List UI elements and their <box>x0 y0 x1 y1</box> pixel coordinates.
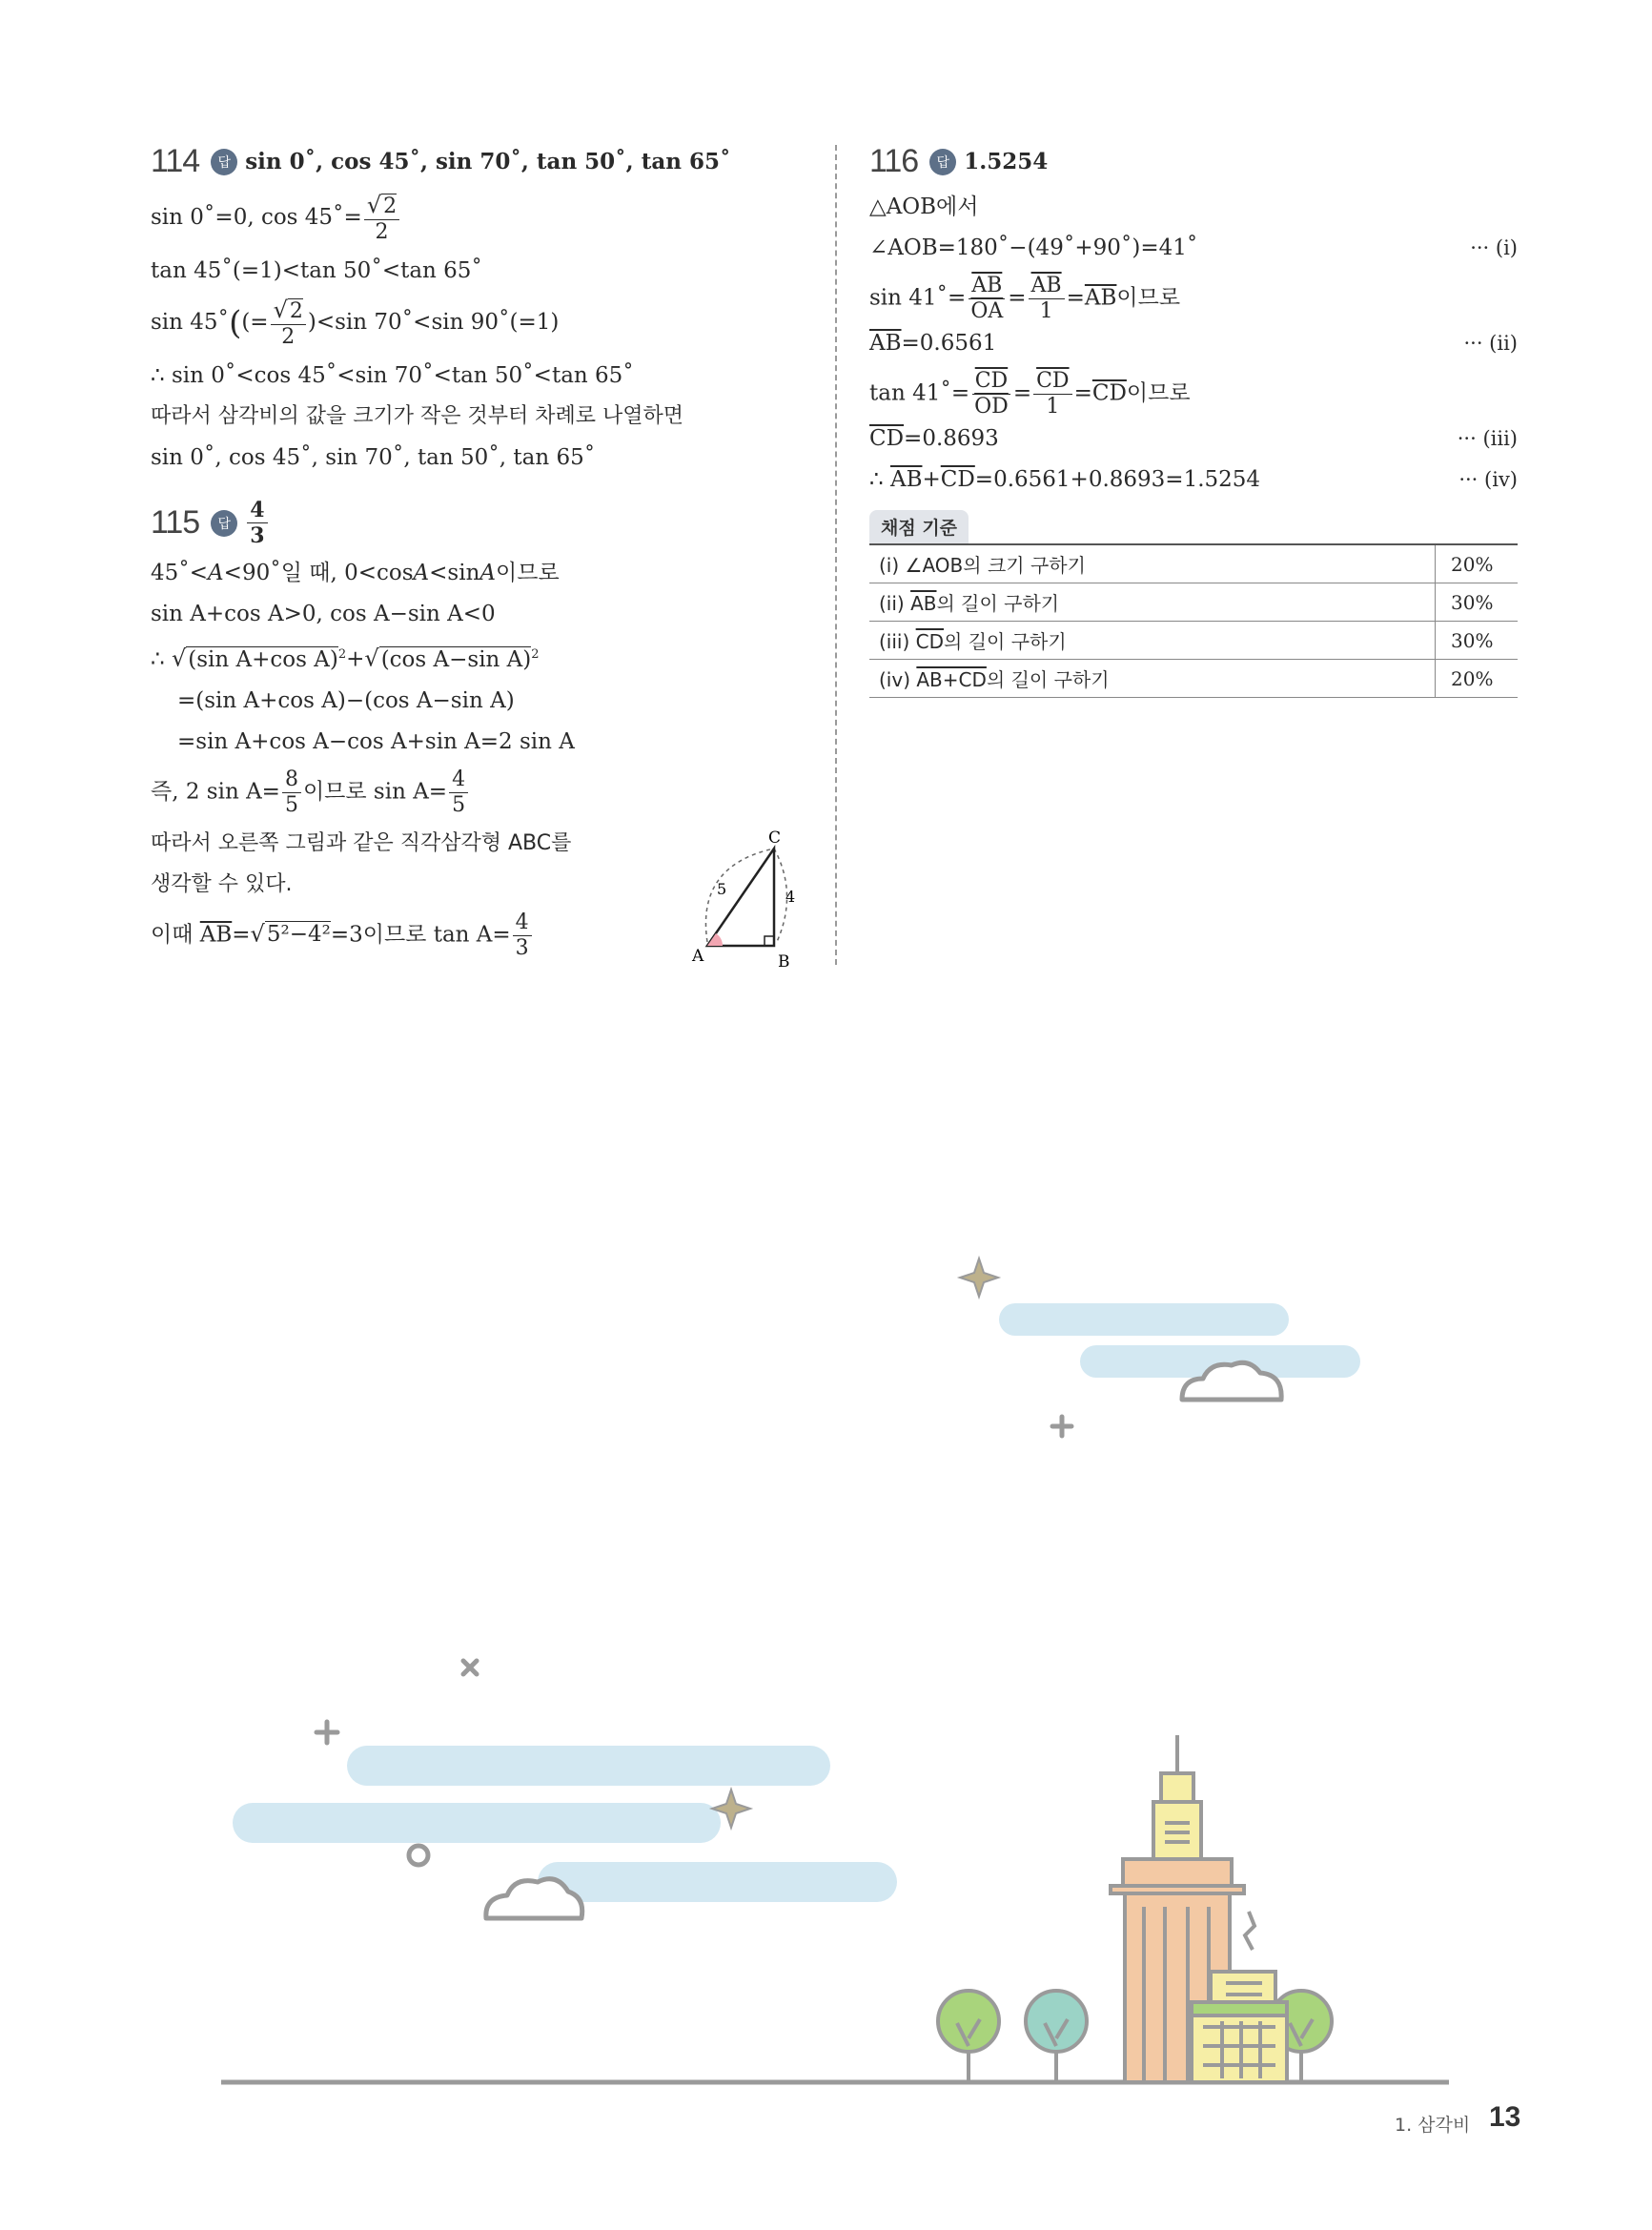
fraction <box>282 769 301 816</box>
fraction: $\frac{√2}{2}$ <box>271 298 306 348</box>
problem-number: 115 <box>151 504 200 541</box>
numerator: $\overline{AB}$ <box>969 276 1005 299</box>
answer-badge: 답 <box>211 510 237 537</box>
fraction <box>1033 371 1071 418</box>
numerator: 2 <box>289 299 303 323</box>
denominator: OD <box>974 395 1009 419</box>
text: = <box>1008 285 1027 311</box>
right-angle-mark <box>765 936 774 946</box>
exponent: 2 <box>337 647 347 662</box>
solution-line <box>869 466 1518 493</box>
text: 이때 <box>151 922 200 948</box>
denominator: 5 <box>284 792 298 817</box>
var: A <box>479 561 497 585</box>
numerator: 2 <box>383 194 398 218</box>
text: 이므로 <box>1126 380 1191 406</box>
text: sin 0˚=0, cos 45˚= <box>151 205 362 230</box>
solution-line <box>151 560 827 586</box>
criteria-percent: 30% <box>1436 583 1519 622</box>
right-column <box>869 143 1518 698</box>
denominator: 2 <box>375 220 389 244</box>
segment: $\overline{AB}$ <box>889 467 923 492</box>
grading-criteria <box>869 510 1518 698</box>
denominator: 3 <box>250 523 265 548</box>
radicand: 5²−4² <box>266 922 331 948</box>
sky-clouds-lower <box>253 1766 877 1882</box>
denominator: OA <box>970 299 1004 323</box>
fraction <box>513 912 532 959</box>
solution-line: =sin A+cos A−cos A+sin A=2 sin A <box>177 728 575 754</box>
solution-line: sin 0˚, cos 45˚, sin 70˚, tan 50˚, tan 65˚ <box>151 445 596 470</box>
step-mark: ··· (i) <box>1470 236 1518 259</box>
numerator: $\overline{CD}$ <box>1033 371 1071 395</box>
hypotenuse-length: 5 <box>717 880 727 898</box>
text: 45˚< <box>151 561 209 585</box>
text: sin 41˚= <box>869 285 967 311</box>
vertex-b-label: B <box>778 952 790 971</box>
answer-text: 1.5254 <box>964 149 1049 174</box>
step-mark: ··· (ii) <box>1463 332 1518 355</box>
plus-icon <box>316 1722 337 1743</box>
problem-115-header <box>151 500 827 546</box>
solution-line <box>869 425 1518 452</box>
var: A <box>413 561 430 585</box>
answer-badge: 답 <box>211 149 237 175</box>
step-mark: (ii) <box>879 592 911 615</box>
criteria-table <box>869 543 1518 698</box>
text: = <box>1012 380 1032 406</box>
problem-number: 114 <box>151 143 200 179</box>
solution-line <box>151 298 827 348</box>
problem-116-header <box>869 143 1518 180</box>
solution-line: =(sin A+cos A)−(cos A−sin A) <box>177 687 515 713</box>
step-mark: ··· (iv) <box>1458 468 1518 491</box>
answer-badge: 답 <box>929 149 956 175</box>
radicand: (sin A+cos A) <box>188 646 338 672</box>
criteria-percent: 20% <box>1436 544 1519 583</box>
criteria-percent: 30% <box>1436 622 1519 660</box>
solution-line: sin A+cos A>0, cos A−sin A<0 <box>151 602 496 626</box>
fraction <box>1029 276 1065 322</box>
segment: $\overline{CD}$ <box>940 467 975 492</box>
tree-icon <box>1026 1991 1087 2082</box>
solution-line <box>151 194 827 243</box>
numerator: 4 <box>513 912 532 936</box>
table-row <box>869 544 1518 583</box>
criteria-title: 채점 기준 <box>869 510 969 543</box>
text: ∴ <box>869 467 890 492</box>
radical: √ <box>364 644 379 672</box>
text: =0.6561 <box>901 331 997 356</box>
text: sin 45˚ <box>151 310 230 335</box>
segment: $\overline{AB}$ <box>199 922 233 948</box>
criteria-item <box>869 660 1436 698</box>
solution-line <box>869 235 1518 261</box>
radical: √ <box>250 920 265 948</box>
segment: $\overline{CD}$ <box>869 426 905 451</box>
tree-icon <box>938 1991 999 2082</box>
text: ∠AOB <box>905 554 964 577</box>
solution-line: 따라서 오른쪽 그림과 같은 직각삼각형 ABC를 <box>151 830 572 855</box>
text: 즉, 2 sin A= <box>151 779 280 805</box>
denominator: 1 <box>1046 395 1060 419</box>
denominator: 3 <box>515 935 529 960</box>
segment: $\overline{AB}$ <box>910 592 937 615</box>
text: 이므로 sin A= <box>302 779 448 805</box>
text: )<sin 70˚<sin 90˚(=1) <box>307 310 560 335</box>
numerator: $\overline{AB}$ <box>1029 276 1065 299</box>
text: tan 41˚= <box>869 380 970 406</box>
fraction <box>449 769 468 816</box>
segment: $\overline{CD}$ <box>1091 380 1127 406</box>
text: + <box>922 467 941 492</box>
solution-line <box>869 330 1518 357</box>
exponent: 2 <box>531 647 540 662</box>
cross-icon <box>463 1661 477 1674</box>
section-label: 1. 삼각비 <box>1395 2115 1471 2136</box>
step-mark: (iii) <box>879 630 916 653</box>
step-mark: (i) <box>879 554 906 577</box>
vertex-c-label: C <box>768 829 782 848</box>
problem-114-header <box>151 143 827 180</box>
side-length: 4 <box>785 888 796 906</box>
text: 의 길이 구하기 <box>944 630 1067 653</box>
table-row <box>869 660 1518 698</box>
solution-line: tan 45˚(=1)<tan 50˚<tan 65˚ <box>151 258 482 283</box>
denominator: 1 <box>1039 299 1053 323</box>
text: = <box>232 922 251 948</box>
text: ∠AOB=180˚−(49˚+90˚)=41˚ <box>869 235 1198 260</box>
text: 의 길이 구하기 <box>936 592 1060 615</box>
segment: $\overline{AB}$ <box>1084 285 1117 311</box>
sky-clouds-upper <box>1015 1320 1344 1361</box>
text: =0.6561+0.8693=1.5254 <box>974 467 1261 492</box>
page-number: 13 <box>1489 2101 1521 2133</box>
solution-line <box>151 769 827 816</box>
fraction <box>971 371 1011 418</box>
denominator: 2 <box>281 325 296 349</box>
var: A <box>208 561 224 585</box>
answer-text: sin 0˚, cos 45˚, sin 70˚, tan 50˚, tan 65˚ <box>245 149 731 174</box>
text: + <box>346 646 365 672</box>
circle-icon <box>409 1846 428 1865</box>
solution-line <box>869 276 1518 322</box>
solution-line: ∴ sin 0˚<cos 45˚<sin 70˚<tan 50˚<tan 65˚ <box>151 363 634 388</box>
solution-line <box>869 371 1518 418</box>
text: 이므로 <box>1116 285 1181 311</box>
text: 이므로 <box>496 561 560 585</box>
segment: AB+CD <box>916 668 987 691</box>
text: =0.8693 <box>904 426 999 451</box>
vertex-a-label: A <box>692 947 704 966</box>
segment: $\overline{AB}$ <box>869 331 902 356</box>
solution-line: 따라서 삼각비의 값을 크기가 작은 것부터 차례로 나열하면 <box>151 404 684 428</box>
text: 의 크기 구하기 <box>963 554 1086 577</box>
text: = <box>1066 285 1085 311</box>
angle-a-mark <box>707 933 723 946</box>
plus-icon <box>1052 1417 1071 1436</box>
fraction: $\frac{√2}{2}$ <box>364 194 399 243</box>
criteria-percent: 20% <box>1436 660 1519 698</box>
radical: √ <box>171 644 187 672</box>
table-row <box>869 583 1518 622</box>
numerator: 4 <box>449 769 468 793</box>
solution-line <box>151 642 827 673</box>
paren-open: ( <box>229 304 242 342</box>
segment: $\overline{CD}$ <box>915 630 945 653</box>
solution-line: 생각할 수 있다. <box>151 871 293 896</box>
criteria-item <box>869 583 1436 622</box>
text: 의 길이 구하기 <box>986 668 1110 691</box>
text: = <box>1073 380 1092 406</box>
solution-line: △AOB에서 <box>869 194 979 219</box>
fraction <box>968 276 1006 322</box>
table-row <box>869 622 1518 660</box>
city-illustration <box>0 1239 1652 2097</box>
text: ∴ <box>151 646 172 672</box>
criteria-item <box>869 544 1436 583</box>
numerator: 8 <box>282 769 301 793</box>
column-divider <box>835 145 837 965</box>
text: =3이므로 tan A= <box>330 922 511 948</box>
answer-fraction <box>247 500 267 546</box>
sparkle-icon <box>960 1258 998 1297</box>
radicand: (cos A−sin A) <box>380 646 532 672</box>
text: (= <box>241 310 269 335</box>
right-triangle-figure <box>677 828 810 971</box>
numerator: $\overline{CD}$ <box>972 371 1010 395</box>
step-mark: ··· (iii) <box>1457 427 1518 450</box>
problem-number: 116 <box>869 143 919 179</box>
text: <sin <box>429 561 480 585</box>
numerator: 4 <box>247 500 267 523</box>
step-mark: (iv) <box>879 668 917 691</box>
denominator: 5 <box>452 792 466 817</box>
text: <90˚일 때, 0<cos <box>223 561 414 585</box>
criteria-item <box>869 622 1436 660</box>
